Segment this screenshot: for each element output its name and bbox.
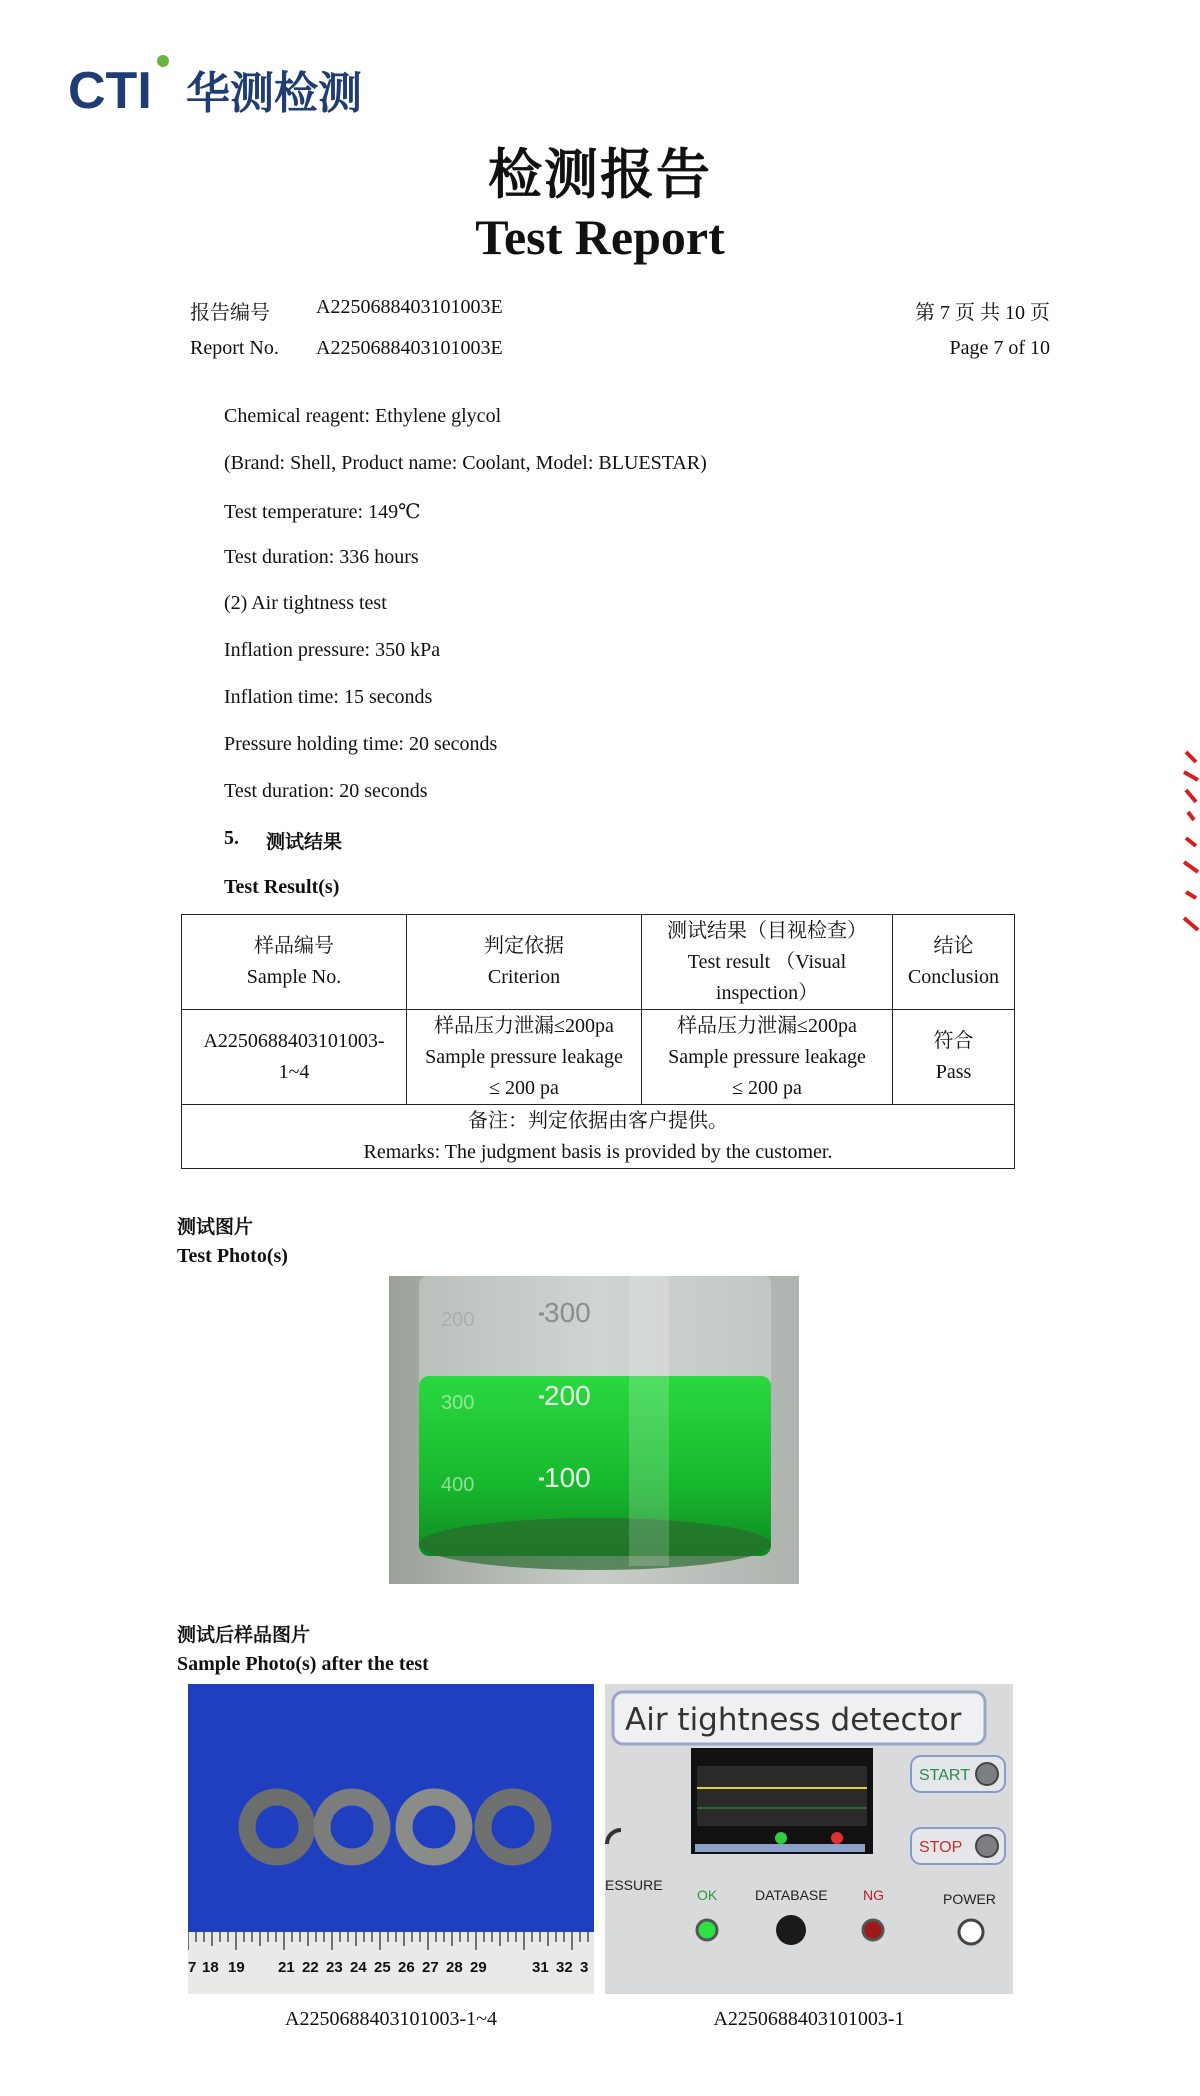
database-label: DATABASE — [755, 1887, 828, 1903]
report-no-value-en: A2250688403101003E — [316, 337, 503, 359]
ruler-number: 18 — [202, 1959, 219, 1976]
section-number: 5. — [224, 827, 239, 849]
body-line: Test duration: 20 seconds — [224, 780, 428, 802]
ruler-number: 27 — [422, 1959, 439, 1976]
company-logo — [68, 52, 388, 122]
stop-button-icon — [976, 1835, 998, 1857]
header-test-result: 测试结果（目视检查） Test result （Visual inspection） — [642, 915, 893, 1010]
test-photo-title-en: Test Photo(s) — [177, 1245, 288, 1267]
logo-cti-text: CTI — [68, 62, 152, 120]
beaker-mark-200: 200 — [544, 1380, 591, 1411]
cti-logo-graphic — [68, 52, 388, 122]
ruler-number: 28 — [446, 1959, 463, 1976]
report-no-value-cn: A2250688403101003E — [316, 296, 503, 318]
cell-criterion: 样品压力泄漏≤200pa Sample pressure leakage ≤ 200 pa — [407, 1010, 642, 1105]
beaker-faint-mark: 300 — [441, 1392, 475, 1414]
beaker-mark-300: 300 — [544, 1297, 591, 1328]
body-line: (Brand: Shell, Product name: Coolant, Model: BLUESTAR) — [224, 452, 707, 474]
ruler-number: 24 — [350, 1959, 367, 1976]
beaker-faint-mark: 200 — [441, 1309, 475, 1331]
pressure-label: ESSURE — [605, 1877, 663, 1893]
start-label: START — [919, 1767, 970, 1784]
beaker-mark-100: 100 — [544, 1462, 591, 1493]
ruler-number: 32 — [556, 1959, 573, 1976]
body-line: Inflation pressure: 350 kPa — [224, 639, 441, 661]
caption-detector: A2250688403101003-1 — [713, 2008, 905, 2030]
logo-dot — [157, 55, 169, 67]
title-chinese: 检测报告 — [488, 145, 712, 205]
sample-rings-image — [188, 1684, 594, 1994]
test-photo-title-cn: 测试图片 — [177, 1216, 254, 1238]
sample-rings-photo — [188, 1684, 594, 1994]
body-line: Test temperature: 149℃ — [224, 501, 421, 523]
ruler-number: 19 — [228, 1959, 245, 1976]
ruler-number: 3 — [580, 1959, 589, 1976]
ruler-number: 22 — [302, 1959, 319, 1976]
title-english: Test Report — [475, 209, 725, 265]
after-photo-title-cn: 测试后样品图片 — [177, 1624, 311, 1646]
logo-cn-text: 华测检测 — [186, 68, 362, 119]
detector-photo — [605, 1684, 1013, 1994]
caption-sample-rings: A2250688403101003-1~4 — [285, 2008, 497, 2030]
ruler-number: 29 — [470, 1959, 487, 1976]
results-table — [181, 914, 1015, 1169]
header-conclusion: 结论 Conclusion — [893, 915, 1015, 1010]
official-seal-edge — [1178, 742, 1200, 942]
header-criterion: 判定依据 Criterion — [407, 915, 642, 1010]
stop-label: STOP — [919, 1839, 963, 1856]
ruler-number: 31 — [532, 1959, 549, 1976]
ruler-number: 25 — [374, 1959, 391, 1976]
ok-indicator-icon — [697, 1920, 717, 1940]
detector-title: Air tightness detector — [625, 1702, 962, 1738]
after-photo-title-en: Sample Photo(s) after the test — [177, 1653, 429, 1675]
page-number-cn: 第 7 页 共 10 页 — [915, 302, 1050, 324]
report-no-label-cn: 报告编号 — [190, 302, 270, 324]
database-button-icon — [776, 1915, 806, 1945]
body-line: Pressure holding time: 20 seconds — [224, 733, 498, 755]
cell-test-result: 样品压力泄漏≤200pa Sample pressure leakage ≤ 200 pa — [642, 1010, 893, 1105]
body-line: Chemical reagent: Ethylene glycol — [224, 405, 502, 427]
ruler-number: 7 — [188, 1959, 197, 1976]
start-button-icon — [976, 1763, 998, 1785]
detector-image — [605, 1684, 1013, 1994]
body-line: (2) Air tightness test — [224, 592, 387, 614]
header-sample-no: 样品编号 Sample No. — [182, 915, 407, 1010]
table-header-row — [182, 915, 1015, 1010]
beaker-faint-mark: 400 — [441, 1474, 475, 1496]
report-no-label-en: Report No. — [190, 337, 279, 359]
table-remarks-row — [182, 1105, 1015, 1169]
cell-remarks: 备注：判定依据由客户提供。 Remarks: The judgment basis is provided by the customer. — [182, 1105, 1015, 1169]
cell-sample-no: A2250688403101003- 1~4 — [182, 1010, 407, 1105]
table-row — [182, 1010, 1015, 1105]
body-line: Inflation time: 15 seconds — [224, 686, 433, 708]
body-line: Test duration: 336 hours — [224, 546, 419, 568]
cell-conclusion: 符合 Pass — [893, 1010, 1015, 1105]
beaker-photo — [389, 1276, 799, 1584]
ng-label: NG — [863, 1887, 884, 1903]
power-label: POWER — [943, 1891, 996, 1907]
section-title-cn: 测试结果 — [266, 831, 343, 853]
section-title-en: Test Result(s) — [224, 876, 340, 898]
ok-label: OK — [697, 1887, 718, 1903]
beaker-image — [389, 1276, 799, 1584]
ng-indicator-icon — [863, 1920, 883, 1940]
ruler-number: 21 — [278, 1959, 295, 1976]
power-button-icon — [959, 1920, 983, 1944]
ruler-number: 26 — [398, 1959, 415, 1976]
ruler-number: 23 — [326, 1959, 343, 1976]
page-number-en: Page 7 of 10 — [949, 337, 1050, 359]
